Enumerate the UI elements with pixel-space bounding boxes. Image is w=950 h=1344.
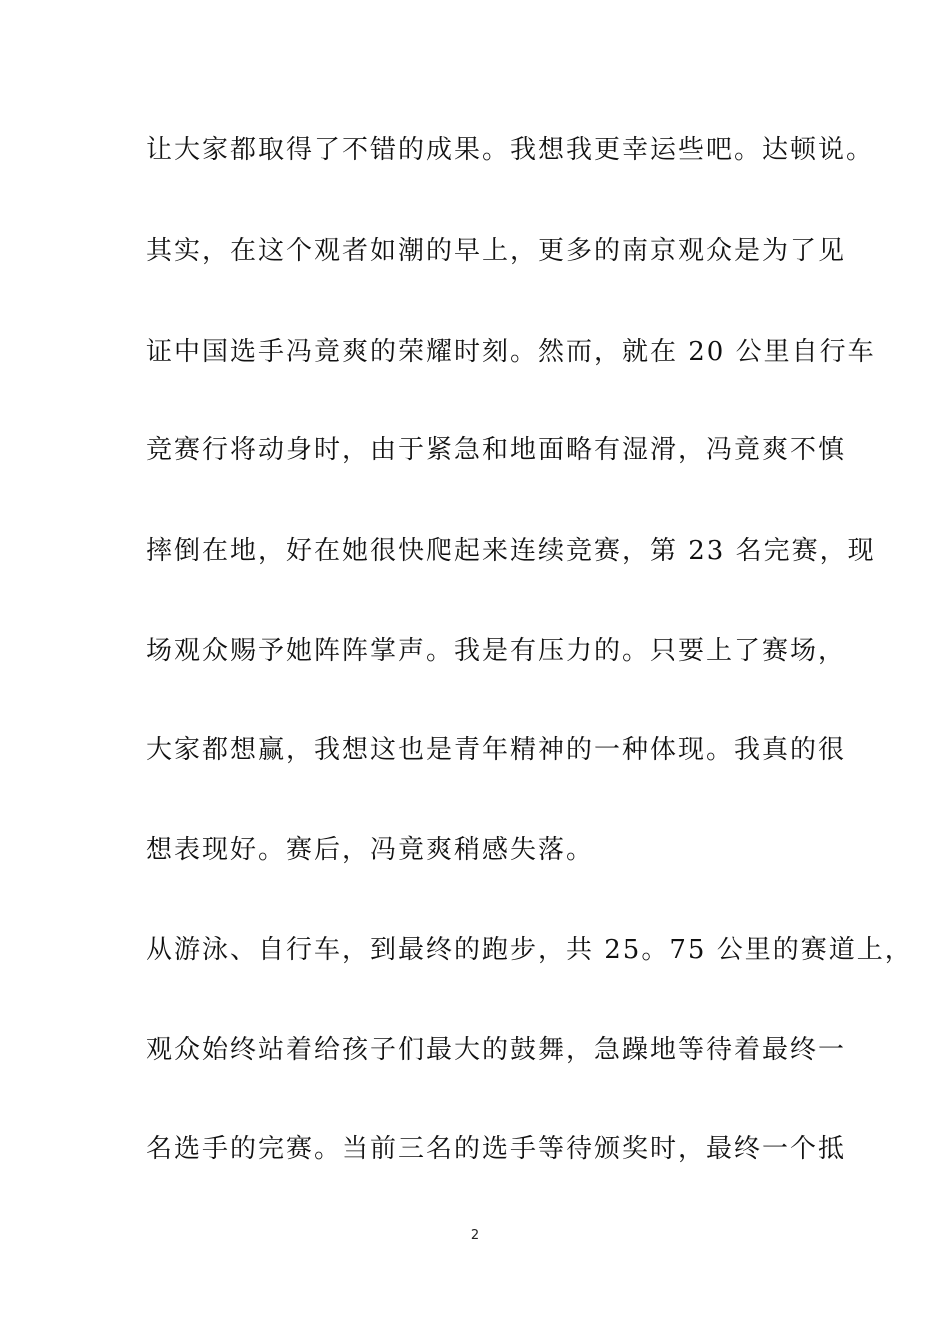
text-line-9: 从游泳、自行车，到最终的跑步，共 25。75 公里的赛道上， (146, 935, 913, 965)
text-line-5: 摔倒在地，好在她很快爬起来连续竞赛，第 23 名完赛，现 (146, 536, 876, 566)
text-line-4: 竞赛行将动身时，由于紧急和地面略有湿滑，冯竟爽不慎 (146, 435, 847, 465)
text-line-2: 其实，在这个观者如潮的早上，更多的南京观众是为了见 (146, 236, 847, 266)
text-line-1: 让大家都取得了不错的成果。我想我更幸运些吧。达顿说。 (146, 135, 875, 165)
text-line-11: 名选手的完赛。当前三名的选手等待颁奖时，最终一个抵 (146, 1134, 847, 1164)
text-line-10: 观众始终站着给孩子们最大的鼓舞，急躁地等待着最终一 (146, 1035, 847, 1065)
text-line-8: 想表现好。赛后，冯竟爽稍感失落。 (146, 835, 595, 865)
page-number: 2 (470, 1228, 480, 1243)
text-line-3: 证中国选手冯竟爽的荣耀时刻。然而，就在 20 公里自行车 (146, 337, 876, 367)
text-line-6: 场观众赐予她阵阵掌声。我是有压力的。只要上了赛场， (146, 636, 847, 666)
text-line-7: 大家都想赢，我想这也是青年精神的一种体现。我真的很 (146, 735, 847, 765)
